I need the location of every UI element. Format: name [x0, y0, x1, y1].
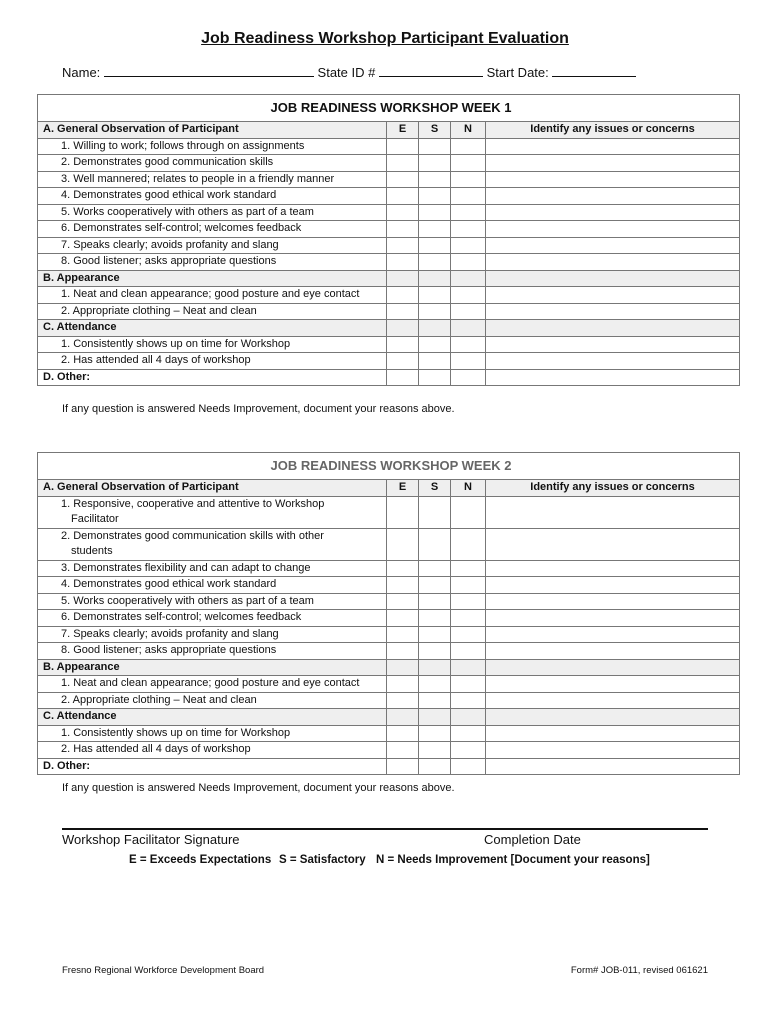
table-row [38, 577, 740, 594]
item-label: 2. Appropriate clothing – Neat and clean [38, 303, 387, 320]
n-cell[interactable] [451, 758, 486, 775]
table-row [38, 742, 740, 759]
issues-cell[interactable] [486, 692, 740, 709]
col-s: S [419, 122, 451, 139]
table-row [38, 287, 740, 304]
table-row [38, 496, 740, 528]
e-cell[interactable] [387, 643, 419, 660]
n-cell[interactable] [451, 528, 486, 560]
table-row [38, 725, 740, 742]
n-cell[interactable] [451, 221, 486, 238]
s-cell[interactable] [419, 353, 451, 370]
col-n: N [451, 480, 486, 497]
issues-cell[interactable] [486, 254, 740, 271]
item-label: 1. Neat and clean appearance; good posture and eye contact [38, 287, 387, 304]
table-row [38, 336, 740, 353]
s-cell[interactable] [419, 496, 451, 528]
table-row [38, 353, 740, 370]
e-cell[interactable] [387, 725, 419, 742]
footer-right: Form# JOB-011, revised 061621 [570, 965, 708, 976]
item-label: 2. Has attended all 4 days of workshop [38, 742, 387, 759]
e-cell[interactable] [387, 171, 419, 188]
issues-cell[interactable] [486, 742, 740, 759]
footer-left: Fresno Regional Workforce Development Board [62, 965, 265, 976]
e-cell[interactable] [387, 188, 419, 205]
n-cell[interactable] [451, 593, 486, 610]
week2-section-b: B. Appearance [38, 659, 387, 676]
n-cell[interactable] [451, 742, 486, 759]
n-cell[interactable] [451, 303, 486, 320]
week1-header: JOB READINESS WORKSHOP WEEK 1 [38, 95, 740, 122]
s-cell[interactable] [419, 676, 451, 693]
n-cell[interactable] [451, 287, 486, 304]
week2-section-c: C. Attendance [38, 709, 387, 726]
e-cell[interactable] [387, 496, 419, 528]
col-n: N [451, 122, 486, 139]
page-title: Job Readiness Workshop Participant Evaluation [201, 30, 569, 47]
s-cell[interactable] [419, 188, 451, 205]
issues-cell[interactable] [486, 626, 740, 643]
s-cell[interactable] [419, 610, 451, 627]
e-cell[interactable] [387, 676, 419, 693]
s-cell[interactable] [419, 643, 451, 660]
s-cell[interactable] [419, 528, 451, 560]
issues-cell[interactable] [486, 237, 740, 254]
issues-cell[interactable] [486, 496, 740, 528]
participant-info [62, 64, 636, 80]
state-id-label: State ID # [317, 65, 376, 80]
e-cell[interactable] [387, 369, 419, 386]
s-cell[interactable] [419, 254, 451, 271]
e-cell[interactable] [387, 303, 419, 320]
week2-section-a: A. General Observation of Participant [38, 480, 387, 497]
legend-e: E = Exceeds Expectations [129, 854, 272, 866]
e-cell[interactable] [387, 742, 419, 759]
item-label: 2. Demonstrates good communication skills [38, 155, 387, 172]
issues-cell[interactable] [486, 336, 740, 353]
table-row [38, 204, 740, 221]
issues-cell[interactable] [486, 577, 740, 594]
issues-cell[interactable] [486, 725, 740, 742]
table-row [38, 138, 740, 155]
n-cell[interactable] [451, 237, 486, 254]
week1-evaluation-table [37, 94, 740, 386]
issues-cell[interactable] [486, 676, 740, 693]
n-cell[interactable] [451, 725, 486, 742]
week2-evaluation-table [37, 452, 740, 775]
table-row [38, 155, 740, 172]
issues-cell[interactable] [486, 221, 740, 238]
table-row [38, 626, 740, 643]
week1-section-d: D. Other: [38, 369, 387, 386]
table-row [38, 593, 740, 610]
e-cell[interactable] [387, 254, 419, 271]
issues-cell[interactable] [486, 593, 740, 610]
e-cell[interactable] [387, 353, 419, 370]
item-label: 4. Demonstrates good ethical work standard [38, 188, 387, 205]
col-issues: Identify any issues or concerns [486, 480, 740, 497]
start-date-field[interactable] [552, 64, 636, 77]
week2-section-d: D. Other: [38, 758, 387, 775]
e-cell[interactable] [387, 593, 419, 610]
s-cell[interactable] [419, 369, 451, 386]
issues-cell[interactable] [486, 303, 740, 320]
issues-cell[interactable] [486, 643, 740, 660]
s-cell[interactable] [419, 742, 451, 759]
s-cell[interactable] [419, 725, 451, 742]
n-cell[interactable] [451, 496, 486, 528]
name-label: Name: [62, 65, 101, 80]
s-cell[interactable] [419, 138, 451, 155]
item-label: 2. Demonstrates good communication skills with other students [38, 528, 387, 560]
issues-cell[interactable] [486, 287, 740, 304]
table-row [38, 303, 740, 320]
item-label: 1. Neat and clean appearance; good posture and eye contact [38, 676, 387, 693]
e-cell[interactable] [387, 237, 419, 254]
signature-label: Workshop Facilitator Signature [62, 832, 240, 847]
col-e: E [387, 122, 419, 139]
issues-cell[interactable] [486, 353, 740, 370]
n-cell[interactable] [451, 643, 486, 660]
e-cell[interactable] [387, 528, 419, 560]
issues-cell[interactable] [486, 369, 740, 386]
e-cell[interactable] [387, 204, 419, 221]
issues-cell[interactable] [486, 610, 740, 627]
signature-line[interactable] [62, 828, 708, 830]
s-cell[interactable] [419, 577, 451, 594]
e-cell[interactable] [387, 221, 419, 238]
n-cell[interactable] [451, 577, 486, 594]
name-field[interactable] [104, 64, 314, 77]
issues-cell[interactable] [486, 560, 740, 577]
item-label: 1. Willing to work; follows through on assignments [38, 138, 387, 155]
week1-section-c: C. Attendance [38, 320, 387, 337]
n-cell[interactable] [451, 155, 486, 172]
item-label: 3. Demonstrates flexibility and can adapt to change [38, 560, 387, 577]
table-row [38, 528, 740, 560]
table-row [38, 254, 740, 271]
col-s: S [419, 480, 451, 497]
week1-section-a: A. General Observation of Participant [38, 122, 387, 139]
legend-n: N = Needs Improvement [Document your reasons] [376, 854, 650, 866]
s-cell[interactable] [419, 171, 451, 188]
legend-s: S = Satisfactory [279, 854, 366, 866]
n-cell[interactable] [451, 692, 486, 709]
s-cell[interactable] [419, 336, 451, 353]
s-cell[interactable] [419, 287, 451, 304]
week1-section-b: B. Appearance [38, 270, 387, 287]
n-cell[interactable] [451, 138, 486, 155]
e-cell[interactable] [387, 626, 419, 643]
issues-cell[interactable] [486, 204, 740, 221]
completion-date-label: Completion Date [484, 832, 581, 847]
n-cell[interactable] [451, 676, 486, 693]
issues-cell[interactable] [486, 138, 740, 155]
item-label: 3. Well mannered; relates to people in a friendly manner [38, 171, 387, 188]
col-issues: Identify any issues or concerns [486, 122, 740, 139]
week2-header: JOB READINESS WORKSHOP WEEK 2 [38, 453, 740, 480]
issues-cell[interactable] [486, 155, 740, 172]
item-label: 1. Responsive, cooperative and attentive to Workshop Facilitator [38, 496, 387, 528]
item-label: 1. Consistently shows up on time for Workshop [38, 725, 387, 742]
s-cell[interactable] [419, 692, 451, 709]
e-cell[interactable] [387, 336, 419, 353]
n-cell[interactable] [451, 171, 486, 188]
table-row [38, 188, 740, 205]
table-row [38, 692, 740, 709]
item-label: 5. Works cooperatively with others as part of a team [38, 204, 387, 221]
start-date-label: Start Date: [486, 65, 549, 80]
item-label: 4. Demonstrates good ethical work standard [38, 577, 387, 594]
item-label: 8. Good listener; asks appropriate questions [38, 254, 387, 271]
col-e: E [387, 480, 419, 497]
e-cell[interactable] [387, 155, 419, 172]
issues-cell[interactable] [486, 171, 740, 188]
n-cell[interactable] [451, 353, 486, 370]
n-cell[interactable] [451, 188, 486, 205]
n-cell[interactable] [451, 610, 486, 627]
n-cell[interactable] [451, 254, 486, 271]
s-cell[interactable] [419, 204, 451, 221]
week2-note: If any question is answered Needs Improvement, document your reasons above. [62, 782, 455, 794]
table-row [38, 610, 740, 627]
table-row [38, 237, 740, 254]
e-cell[interactable] [387, 287, 419, 304]
item-label: 5. Works cooperatively with others as part of a team [38, 593, 387, 610]
s-cell[interactable] [419, 560, 451, 577]
week1-note: If any question is answered Needs Improvement, document your reasons above. [62, 403, 455, 415]
item-label: 6. Demonstrates self-control; welcomes feedback [38, 221, 387, 238]
e-cell[interactable] [387, 610, 419, 627]
item-label: 7. Speaks clearly; avoids profanity and slang [38, 237, 387, 254]
s-cell[interactable] [419, 593, 451, 610]
table-row [38, 171, 740, 188]
e-cell[interactable] [387, 758, 419, 775]
n-cell[interactable] [451, 626, 486, 643]
item-label: 2. Has attended all 4 days of workshop [38, 353, 387, 370]
s-cell[interactable] [419, 758, 451, 775]
table-row [38, 221, 740, 238]
issues-cell[interactable] [486, 758, 740, 775]
n-cell[interactable] [451, 204, 486, 221]
item-label: 1. Consistently shows up on time for Workshop [38, 336, 387, 353]
s-cell[interactable] [419, 237, 451, 254]
issues-cell[interactable] [486, 528, 740, 560]
item-label: 7. Speaks clearly; avoids profanity and slang [38, 626, 387, 643]
item-label: 8. Good listener; asks appropriate questions [38, 643, 387, 660]
issues-cell[interactable] [486, 188, 740, 205]
n-cell[interactable] [451, 336, 486, 353]
e-cell[interactable] [387, 577, 419, 594]
s-cell[interactable] [419, 155, 451, 172]
s-cell[interactable] [419, 221, 451, 238]
e-cell[interactable] [387, 692, 419, 709]
n-cell[interactable] [451, 369, 486, 386]
table-row [38, 560, 740, 577]
s-cell[interactable] [419, 303, 451, 320]
s-cell[interactable] [419, 626, 451, 643]
n-cell[interactable] [451, 560, 486, 577]
table-row [38, 676, 740, 693]
state-id-field[interactable] [379, 64, 483, 77]
table-row [38, 643, 740, 660]
e-cell[interactable] [387, 138, 419, 155]
item-label: 6. Demonstrates self-control; welcomes feedback [38, 610, 387, 627]
item-label: 2. Appropriate clothing – Neat and clean [38, 692, 387, 709]
e-cell[interactable] [387, 560, 419, 577]
